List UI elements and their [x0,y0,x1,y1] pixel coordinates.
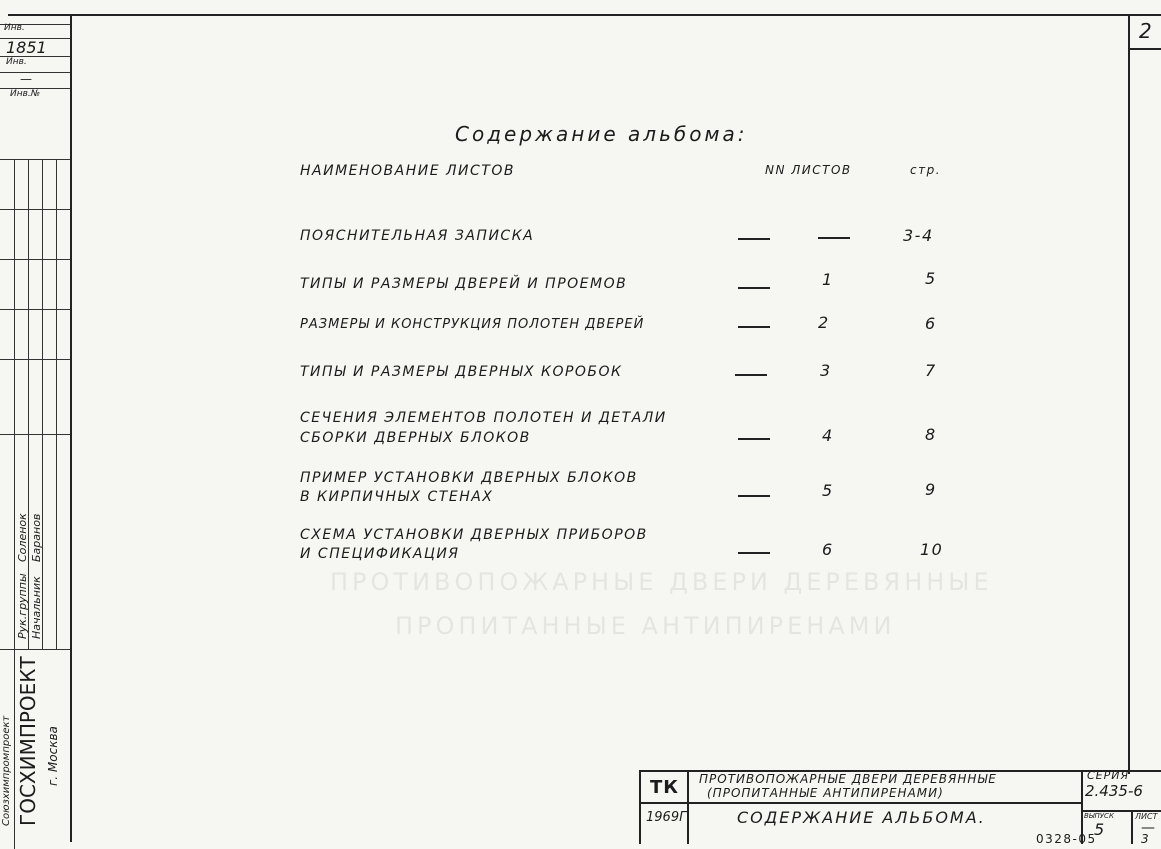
row-2-sheet: 1 [822,270,834,289]
row-4-page: 7 [925,361,937,380]
album-title: Содержание альбома: [455,122,748,146]
stamp-role-1: Рук.группы [16,573,29,639]
tb-name-line2: (ПРОПИТАННЫЕ АНТИПИРЕНАМИ) [707,786,944,800]
row-7-page: 10 [920,540,944,559]
row-7-name-line1: СХЕМА УСТАНОВКИ ДВЕРНЫХ ПРИБОРОВ [300,527,648,543]
row-5-page: 8 [925,425,937,444]
row-5-name-line1: СЕЧЕНИЯ ЭЛЕМЕНТОВ ПОЛОТЕН И ДЕТАЛИ [300,410,667,426]
row-1-page: 3-4 [903,226,934,245]
stamp-name-1: Соленок [16,513,29,562]
stamp-name-2: Баранов [30,513,43,562]
tb-series-value: 2.435-6 [1085,782,1143,800]
tb-issue-value: 5 [1094,820,1106,839]
row-2-page: 5 [925,269,937,288]
header-sheet-names: НАИМЕНОВАНИЕ ЛИСТОВ [300,163,515,179]
tb-year: 1969Г [646,810,687,825]
frame-right-border [1128,14,1130,774]
row-1-sheet [818,237,850,239]
row-6-page: 9 [925,480,937,499]
header-page: стр. [910,163,942,177]
stamp-city: г. Москва [46,726,60,786]
tb-name-line1: ПРОТИВОПОЖАРНЫЕ ДВЕРИ ДЕРЕВЯННЫЕ [699,772,997,786]
row-7-name-line2: И СПЕЦИФИКАЦИЯ [300,546,460,562]
row-4-sheet: 3 [820,361,832,380]
row-5-sheet: 4 [822,426,834,445]
stamp-cell-inv2: Инв. [6,57,27,67]
stamp-org: ГОСХИМПРОЕКТ [16,656,40,826]
header-sheet-numbers: NN ЛИСТОВ [765,163,852,177]
frame-left-border [70,14,72,842]
stamp-cell-dash: — [20,72,32,86]
row-4-name: ТИПЫ И РАЗМЕРЫ ДВЕРНЫХ КОРОБОК [300,364,623,380]
tb-list-value: — [1141,820,1156,836]
row-6-name-line2: В КИРПИЧНЫХ СТЕНАХ [300,489,494,505]
row-2-name: ТИПЫ И РАЗМЕРЫ ДВЕРЕЙ И ПРОЕМОВ [300,276,628,292]
stamp-cell-inv: Инв. [4,23,25,33]
footer-page-number: 3 [1141,832,1151,846]
row-5-name-line2: СБОРКИ ДВЕРНЫХ БЛОКОВ [300,430,531,446]
ghost-text-1: ПРОТИВОПОЖАРНЫЕ ДВЕРИ ДЕРЕВЯННЫЕ [330,568,993,596]
row-1-name: ПОЯСНИТЕЛЬНАЯ ЗАПИСКА [300,228,535,244]
frame-top-border [8,14,1161,16]
ghost-text-2: ПРОПИТАННЫЕ АНТИПИРЕНАМИ [395,612,896,640]
row-6-sheet: 5 [822,481,834,500]
row-7-sheet: 6 [822,540,834,559]
stamp-org-sub: Союзхимпромпроект [1,715,12,826]
row-6-name-line1: ПРИМЕР УСТАНОВКИ ДВЕРНЫХ БЛОКОВ [300,470,638,486]
sheet-number: 2 [1139,19,1152,43]
stamp-role-2: Начальник [30,576,43,639]
stamp-cell-invno: Инв.№ [10,89,41,99]
row-3-name: РАЗМЕРЫ И КОНСТРУКЦИЯ ПОЛОТЕН ДВЕРЕЙ [300,317,645,332]
row-3-page: 6 [925,314,937,333]
tb-list-label: ЛИСТ [1135,812,1158,821]
row-3-sheet: 2 [818,313,830,332]
left-stamp-strip [0,14,70,842]
tb-series-label: СЕРИЯ [1087,769,1130,782]
footer-archive-number: 0328-05 [1036,832,1097,846]
tb-sheet-title: СОДЕРЖАНИЕ АЛЬБОМА. [737,808,986,827]
tb-issue-label: ВЫПУСК [1084,812,1114,820]
stamp-cell-number: 1851 [6,38,47,57]
tb-code: ТК [650,777,679,798]
